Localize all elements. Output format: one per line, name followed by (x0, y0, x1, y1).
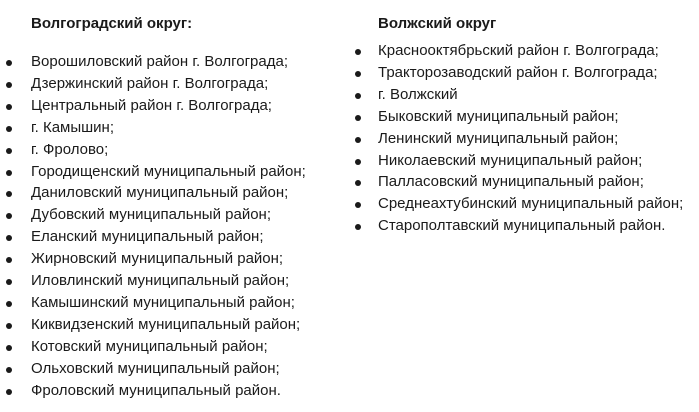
list-item (0, 314, 340, 336)
bullet-icon (355, 180, 361, 186)
list-item-text: Даниловский муниципальный район; (31, 184, 289, 202)
list-item-text: Городищенский муниципальный район; (31, 162, 306, 180)
bullet-icon (355, 202, 361, 208)
list-item (0, 226, 340, 248)
list-item (348, 193, 688, 215)
list-item-text: Старополтавский муниципальный район. (378, 217, 666, 235)
list-item-text: Ольховский муниципальный район; (31, 359, 280, 377)
bullet-icon (355, 224, 361, 230)
list-item-text: г. Камышин; (31, 118, 115, 136)
list-item (0, 336, 340, 358)
list-item (0, 204, 340, 226)
bullet-icon (6, 104, 12, 110)
list-item (348, 106, 688, 128)
list-item-text: Палласовский муниципальный район; (378, 173, 644, 191)
list-item-text: Центральный район г. Волгограда; (31, 96, 272, 114)
bullet-icon (6, 323, 12, 329)
volzhsky-district-title: Волжский округ (378, 15, 497, 32)
list-item (0, 358, 340, 380)
list-item-text: Ворошиловский район г. Волгограда; (31, 53, 288, 70)
list-item (0, 51, 340, 73)
bullet-icon (6, 126, 12, 132)
list-item-text: г. Волжский (378, 85, 458, 103)
list-item-text: Быковский муниципальный район; (378, 107, 619, 125)
bullet-icon (6, 257, 12, 263)
list-item-text: Камышинский муниципальный район; (31, 293, 295, 311)
list-item (0, 380, 340, 402)
list-item-text: Ленинский муниципальный район; (378, 129, 619, 147)
bullet-icon (6, 60, 12, 66)
list-item (0, 270, 340, 292)
bullet-icon (6, 82, 12, 88)
list-item (0, 161, 340, 183)
bullet-icon (6, 301, 12, 307)
bullet-icon (355, 49, 361, 55)
list-item-text: Иловлинский муниципальный район; (31, 272, 290, 290)
bullet-icon (6, 170, 12, 176)
list-item-text: Фроловский муниципальный район. (31, 381, 281, 399)
list-item (0, 182, 340, 204)
list-item (0, 117, 340, 139)
list-item-text: Жирновский муниципальный район; (31, 250, 284, 268)
bullet-icon (6, 345, 12, 351)
list-item (348, 40, 688, 62)
list-item (0, 95, 340, 117)
list-item (0, 292, 340, 314)
list-item (0, 248, 340, 270)
bullet-icon (355, 93, 361, 99)
list-item (348, 128, 688, 150)
bullet-icon (355, 71, 361, 77)
bullet-icon (6, 279, 12, 285)
bullet-icon (6, 235, 12, 241)
bullet-icon (6, 389, 12, 395)
list-item-text: Тракторозаводский район г. Волгограда; (378, 63, 658, 81)
list-item (348, 171, 688, 193)
bullet-icon (6, 191, 12, 197)
bullet-icon (355, 159, 361, 165)
list-item-text: Дзержинский район г. Волгограда; (31, 74, 269, 92)
list-item (348, 62, 688, 84)
bullet-icon (6, 367, 12, 373)
list-item-text: Киквидзенский муниципальный район; (31, 315, 301, 333)
volzhsky-district-list (348, 40, 688, 237)
list-item (0, 73, 340, 95)
bullet-icon (6, 213, 12, 219)
list-item-text: Николаевский муниципальный район; (378, 151, 643, 169)
list-item-text: Еланский муниципальный район; (31, 228, 264, 246)
list-item-text: Краснооктябрьский район г. Волгограда; (378, 42, 659, 59)
volgograd-district-title: Волгоградский округ: (31, 15, 193, 32)
list-item (348, 215, 688, 237)
list-item-text: Дубовский муниципальный район; (31, 206, 271, 224)
bullet-icon (355, 115, 361, 121)
list-item-text: г. Фролово; (31, 140, 109, 158)
list-item (348, 150, 688, 172)
bullet-icon (6, 148, 12, 154)
bullet-icon (355, 137, 361, 143)
list-item (0, 139, 340, 161)
list-item-text: Среднеахтубинский муниципальный район; (378, 195, 684, 213)
list-item-text: Котовский муниципальный район; (31, 337, 268, 355)
list-item (348, 84, 688, 106)
volgograd-district-list (0, 51, 340, 402)
